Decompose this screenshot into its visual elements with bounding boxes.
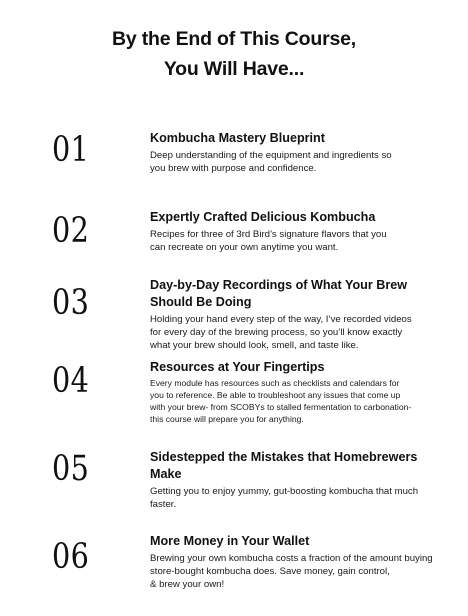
item-description: Deep understanding of the equipment and ingredients so you brew with purpose and confidence. — [150, 150, 392, 175]
item-title: More Money in Your Wallet — [150, 534, 310, 548]
item-number: 01 — [52, 130, 90, 170]
item-title: Kombucha Mastery Blueprint — [150, 131, 325, 145]
item-number: 02 — [52, 211, 90, 251]
item-description: Getting you to enjoy yummy, gut-boosting kombucha that much faster. — [150, 486, 419, 511]
item-content — [150, 359, 442, 425]
item-description: Recipes for three of 3rd Bird’s signature flavors that you can recreate on your own anytime you want. — [150, 229, 387, 254]
item-description: Every module has resources such as checklists and calendars for you to reference. Be able to troubleshoot any issues that come up with your brew- from SCOBYs to stalled fermentation to carbonation- this course will prepare you for anything. — [150, 378, 412, 424]
item-content — [150, 130, 442, 175]
item-content — [150, 449, 442, 511]
item-number: 04 — [52, 361, 90, 401]
headline-line-2: You Will Have... — [163, 58, 305, 80]
item-title: Expertly Crafted Delicious Kombucha — [150, 210, 376, 224]
headline-line-1: By the End of This Course, — [112, 28, 356, 50]
item-number: 05 — [52, 449, 90, 489]
item-description: Brewing your own kombucha costs a fraction of the amount buying store-bought kombucha does. Save money, gain control, & brew your own! — [150, 553, 433, 591]
item-content — [150, 533, 442, 592]
item-title: Sidestepped the Mistakes that Homebrewers Make — [150, 450, 418, 481]
item-number: 06 — [52, 537, 90, 577]
item-number: 03 — [52, 283, 90, 323]
item-title: Day-by-Day Recordings of What Your Brew Should Be Doing — [150, 278, 408, 309]
item-title: Resources at Your Fingertips — [150, 360, 325, 374]
item-content — [150, 277, 442, 353]
page-headline — [0, 24, 468, 84]
item-content — [150, 209, 442, 254]
item-description: Holding your hand every step of the way, I’ve recorded videos for every day of the brewing process, so you’ll know exactly what your brew should look, smell, and taste like. — [150, 314, 412, 352]
